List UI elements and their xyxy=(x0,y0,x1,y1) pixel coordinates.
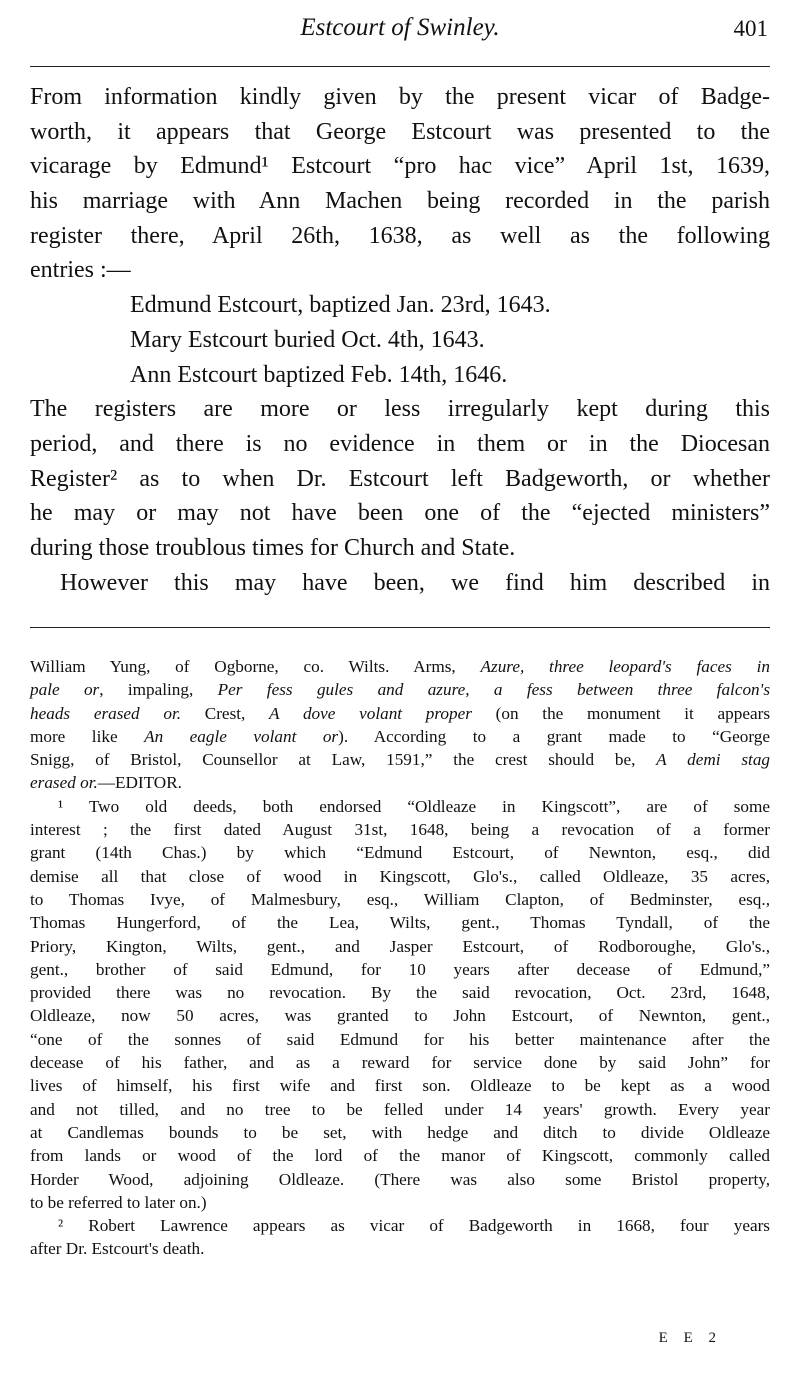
text: demise all that close of wood in Kingscott, Glo's., called Oldleaze, 35 acres, xyxy=(30,866,770,886)
text: from lands or wood of the lord of the manor of Kingscott, commonly called xyxy=(30,1146,770,1166)
text: ² Robert Lawrence appears as vicar of Badgeworth in 1668, four years xyxy=(58,1216,770,1236)
footnote-rule xyxy=(30,627,770,628)
text: more like xyxy=(30,726,145,746)
italic-text: A demi stag xyxy=(656,750,771,770)
text: —EDITOR. xyxy=(97,773,182,793)
footnote-line xyxy=(30,1121,770,1144)
body-line: period, and there is no evidence in them or in the Diocesan xyxy=(30,430,770,457)
text: Horder Wood, adjoining Oldleaze. (There was also some Bristol property, xyxy=(30,1169,770,1189)
footnote-line xyxy=(30,725,770,748)
text: to be referred to later on.) xyxy=(30,1192,207,1212)
text: Priory, Kington, Wilts, gent., and Jasper Estcourt, of Rodboroughe, Glo's., xyxy=(30,936,770,956)
body-line: vicarage by Edmund¹ Estcourt “pro hac vice” April 1st, 1639, xyxy=(30,153,770,180)
text: , impaling, xyxy=(99,680,218,700)
italic-text: Azure, three leopard's faces in xyxy=(480,657,770,676)
italic-text: erased or. xyxy=(30,773,98,793)
italic-text: Per fess gules and azure, a fess between three falcon's xyxy=(217,680,771,700)
body-line: Mary Estcourt buried Oct. 4th, 1643. xyxy=(130,326,485,353)
footnote-line xyxy=(30,981,770,1004)
body-line: worth, it appears that George Estcourt was presented to the xyxy=(30,118,770,145)
text: Oldleaze, now 50 acres, was granted to John Estcourt, of Newnton, gent., xyxy=(30,1006,770,1026)
text: gent., brother of said Edmund, for 10 years after decease of Edmund,” xyxy=(30,959,770,979)
text: grant (14th Chas.) by which “Edmund Estcourt, of Newnton, esq., did xyxy=(30,843,770,863)
footnote-line xyxy=(30,935,770,958)
footnote-line xyxy=(30,795,770,818)
body-line: during those troublous times for Church and State. xyxy=(30,534,516,561)
text: and not tilled, and no tree to be felled under 14 years' growth. Every year xyxy=(30,1099,770,1119)
page-number: 401 xyxy=(733,16,768,41)
text: lives of himself, his first wife and first son. Oldleaze to be kept as a wood xyxy=(30,1076,770,1096)
main-text xyxy=(30,80,770,600)
footnote-line xyxy=(30,888,770,911)
italic-text: A dove volant proper xyxy=(269,703,472,723)
footnote-line xyxy=(30,1144,770,1167)
body-line: Edmund Estcourt, baptized Jan. 23rd, 1643. xyxy=(130,292,551,319)
signature-mark: E E 2 xyxy=(658,1330,722,1346)
footnote-line xyxy=(30,771,770,794)
footnote-line xyxy=(30,1098,770,1121)
body-line: From information kindly given by the present vicar of Badge- xyxy=(30,84,770,110)
footnote-line xyxy=(30,1051,770,1074)
footnote-line xyxy=(30,1028,770,1051)
text: interest ; the first dated August 31st, 1648, being a revocation of a former xyxy=(30,820,770,840)
body-line: register there, April 26th, 1638, as well as the following xyxy=(30,222,770,249)
footnote-line xyxy=(30,748,770,771)
footnote-line xyxy=(30,678,770,701)
text: at Candlemas bounds to be set, with hedge and ditch to divide Oldleaze xyxy=(30,1122,770,1142)
text: Snigg, of Bristol, Counsellor at Law, 1591,” the crest should be, xyxy=(30,750,657,770)
footnote-line xyxy=(30,1237,770,1260)
italic-text: heads erased or. xyxy=(30,703,182,723)
body-line: his marriage with Ann Machen being recorded in the parish xyxy=(30,188,770,215)
footnote-line xyxy=(30,818,770,841)
italic-text: pale or xyxy=(30,680,100,700)
footnote-line xyxy=(30,865,770,888)
text: to Thomas Ivye, of Malmesbury, esq., William Clapton, of Bedminster, esq., xyxy=(30,889,770,909)
text: Thomas Hungerford, of the Lea, Wilts, gent., Thomas Tyndall, of the xyxy=(30,913,770,933)
body-line: However this may have been, we find him described in xyxy=(60,569,770,596)
text: Crest, xyxy=(181,703,270,723)
footnote-line xyxy=(30,911,770,934)
footnote-line xyxy=(30,1074,770,1097)
text: (on the monument it appears xyxy=(471,703,771,723)
text: William Yung, of Ogborne, co. Wilts. Arms, xyxy=(30,657,481,676)
body-line: he may or may not have been one of the “ejected ministers” xyxy=(30,500,770,527)
footnotes xyxy=(30,655,770,1261)
text: decease of his father, and as a reward for service done by said John” for xyxy=(30,1053,770,1073)
footnote-line xyxy=(30,1168,770,1191)
footnote-line xyxy=(30,1214,770,1237)
footnote-line xyxy=(30,958,770,981)
header-rule xyxy=(30,66,770,67)
text: ¹ Two old deeds, both endorsed “Oldleaze in Kingscott”, are of some xyxy=(58,796,770,816)
footnote-line xyxy=(30,702,770,725)
text: provided there was no revocation. By the said revocation, Oct. 23rd, 1648, xyxy=(30,983,770,1003)
italic-text: An eagle volant or xyxy=(144,726,339,746)
footnote-line xyxy=(30,655,770,678)
running-header-title: Estcourt of Swinley. xyxy=(300,14,500,41)
text: after Dr. Estcourt's death. xyxy=(30,1239,205,1259)
footnote-line xyxy=(30,1191,770,1214)
body-line: The registers are more or less irregularly kept during this xyxy=(30,396,770,423)
body-line: Register² as to when Dr. Estcourt left Badgeworth, or whether xyxy=(30,465,770,492)
footnote-line xyxy=(30,1004,770,1027)
text: “one of the sonnes of said Edmund for his better maintenance after the xyxy=(30,1029,770,1049)
body-line: entries :— xyxy=(30,257,131,284)
footnote-line xyxy=(30,841,770,864)
body-line: Ann Estcourt baptized Feb. 14th, 1646. xyxy=(130,361,508,388)
text: ). According to a grant made to “George xyxy=(338,726,770,746)
